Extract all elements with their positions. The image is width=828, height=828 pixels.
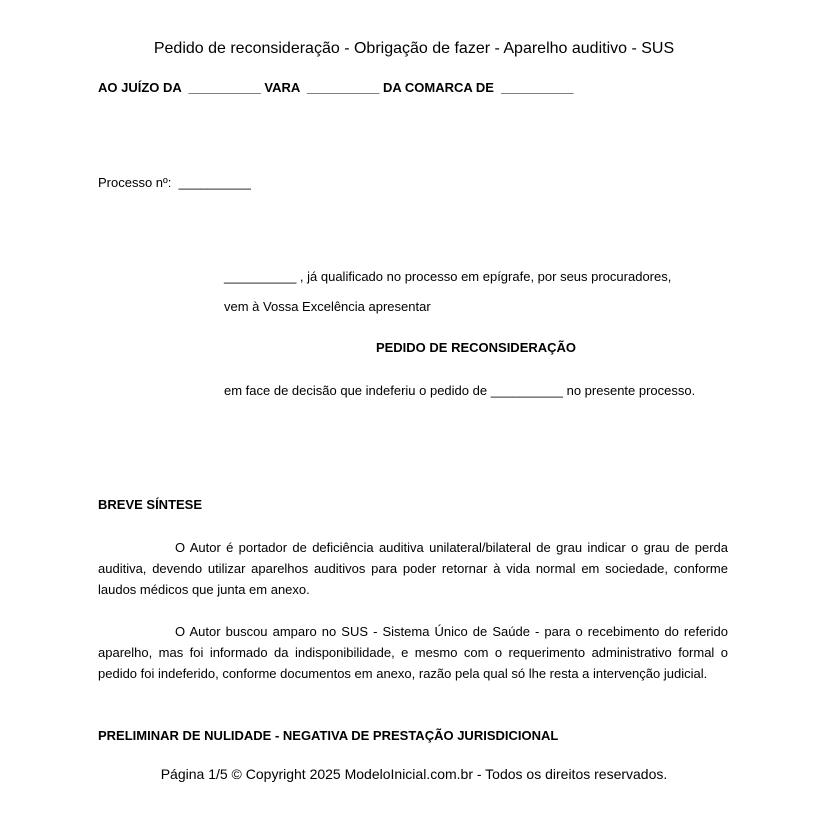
process-number-line: Processo nº: __________ [98,175,251,190]
court-addressee: AO JUÍZO DA __________ VARA __________ DA COMARCA DE __________ [98,80,574,95]
intro-line-1: __________ , já qualificado no processo em epígrafe, por seus procuradores, [224,269,672,284]
decision-text: em face de decisão que indeferiu o pedido de __________ no presente processo. [224,383,696,398]
section-heading-breve-sintese: BREVE SÍNTESE [98,497,203,512]
paragraph-2: O Autor buscou amparo no SUS - Sistema Único de Saúde - para o recebimento do referido aparelho, mas foi informado da indisponibilidade, e mesmo com o requerimento administrativo formal o pedido foi indeferido, conforme documentos em anexo, razão pela qual só lhe resta a intervenção judicial. [98,624,728,681]
intro-line-2: vem à Vossa Excelência apresentar [224,299,431,314]
document-title: Pedido de reconsideração - Obrigação de fazer - Aparelho auditivo - SUS [153,40,675,57]
section-heading-preliminar: PRELIMINAR DE NULIDADE - NEGATIVA DE PRESTAÇÃO JURISDICIONAL [98,728,559,743]
paragraph-1: O Autor é portador de deficiência auditiva unilateral/bilateral de grau indicar o grau de perda auditiva, devendo utilizar aparelhos auditivos para poder retornar à vida normal em sociedade, conforme laudos médicos que junta em anexo. [98,540,728,597]
page-footer: Página 1/5 © Copyright 2025 ModeloInicial.com.br - Todos os direitos reservados. [160,766,668,782]
request-title: PEDIDO DE RECONSIDERAÇÃO [375,340,577,355]
